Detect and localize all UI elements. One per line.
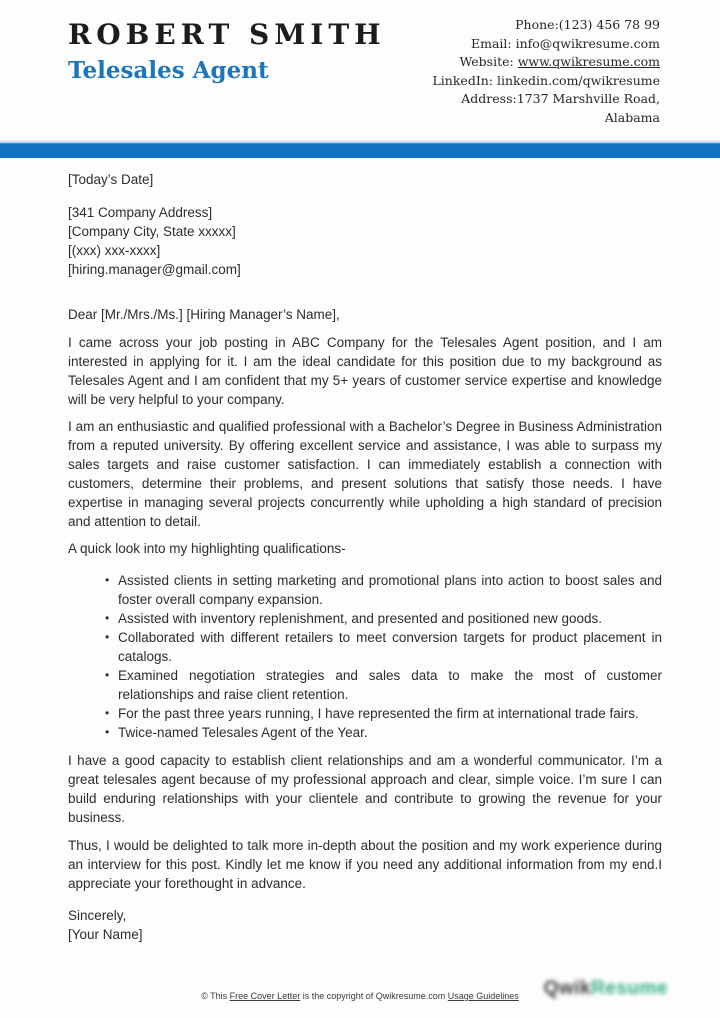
free-cover-letter-link[interactable]: Free Cover Letter <box>229 991 301 1001</box>
contact-website-link[interactable]: www.qwikresume.com <box>517 54 660 69</box>
contact-info-block <box>433 16 661 127</box>
bullet-icon: • <box>105 573 110 587</box>
header-accent-bar <box>0 140 720 158</box>
qualification-item <box>68 571 662 609</box>
signature-placeholder: [Your Name] <box>68 927 143 942</box>
letter-paragraph: I have a good capacity to establish client relationships and am a wonderful communicator. I’m a great telesales agent because of my professional approach and clear, simple voice. I’m sure I can build enduring relationships with your clientele and contribute to growing the revenue for your business. <box>68 753 662 825</box>
bullet-icon: • <box>105 706 110 720</box>
salutation: Dear [Mr./Mrs./Ms.] [Hiring Manager’s Name], <box>68 307 340 322</box>
qualifications-list <box>68 571 662 742</box>
recipient-address-line: [(xxx) xxx-xxxx] <box>68 243 161 258</box>
qwikresume-logo-part1: Qwik <box>543 978 592 999</box>
qualification-item <box>68 723 662 742</box>
applicant-name: ROBERT SMITH <box>68 18 386 51</box>
letter-paragraph: I am an enthusiastic and qualified professional with a Bachelor’s Degree in Business Administration from a reputed university. By offering excellent service and assistance, I was able to surpass my sales targets and raise customer satisfaction. I can immediately establish a connection with customers, determine their problems, and present solutions that satisfy those needs. I have expertise in managing several projects concurrently while upholding a high standard of precision and attention to detail. <box>68 419 662 529</box>
bullet-icon: • <box>105 725 110 739</box>
signoff-block <box>68 906 662 944</box>
contact-phone: Phone:(123) 456 78 99 <box>515 17 660 32</box>
qualification-text: Assisted clients in setting marketing and promotional plans into action to boost sales and foster overall company expansion. <box>118 573 662 607</box>
contact-linkedin: LinkedIn: linkedin.com/qwikresume <box>432 72 660 88</box>
qualifications-intro: A quick look into my highlighting qualifications- <box>68 541 346 556</box>
qwikresume-logo <box>544 978 668 1000</box>
contact-email: Email: info@qwikresume.com <box>470 35 660 51</box>
recipient-address-block <box>68 203 662 279</box>
bullet-icon: • <box>105 668 110 682</box>
date-placeholder: [Today’s Date] <box>68 172 154 187</box>
qualification-text: Collaborated with different retailers to meet conversion targets for product placement in catalogs. <box>118 630 662 664</box>
letter-paragraph: I came across your job posting in ABC Company for the Telesales Agent position, and I am interested in applying for it. I am the ideal candidate for this position due to my background as Telesales Agent and I am confident that my 5+ years of customer service expertise and knowledge will be very helpful to your company. <box>68 335 662 407</box>
qualification-item <box>68 704 662 723</box>
signoff-text: Sincerely, <box>68 908 127 923</box>
contact-website-label: Website: <box>459 54 518 69</box>
qualification-item <box>68 609 662 628</box>
qualification-text: For the past three years running, I have represented the firm at international trade fairs. <box>118 706 639 721</box>
recipient-address-line: [Company City, State xxxxx] <box>68 224 236 239</box>
letter-paragraph: Thus, I would be delighted to talk more in-depth about the position and my work experience during an interview for this post. Kindly let me know if you need any additional information from my end.I appreciate your forethought in advance. <box>68 838 662 891</box>
contact-website <box>433 53 661 72</box>
qualification-item <box>68 628 662 666</box>
footer-copyright-middle: is the copyright of Qwikresume.com <box>300 991 448 1001</box>
usage-guidelines-link[interactable]: Usage Guidelines <box>447 991 519 1001</box>
qualification-text: Examined negotiation strategies and sales data to make the most of customer relationships and raise client retention. <box>118 668 662 702</box>
bullet-icon: • <box>105 611 110 625</box>
recipient-address-line: [341 Company Address] <box>68 205 213 220</box>
letter-body <box>68 170 662 944</box>
contact-address-line2: Alabama <box>604 109 660 125</box>
recipient-address-line: [hiring.manager@gmail.com] <box>68 262 241 277</box>
bullet-icon: • <box>105 630 110 644</box>
qualification-text: Twice-named Telesales Agent of the Year. <box>118 725 368 740</box>
contact-address-line1: Address:1737 Marshville Road, <box>461 91 660 106</box>
footer-copyright-prefix: © This <box>201 991 230 1001</box>
qwikresume-logo-part2: Resume <box>591 978 668 999</box>
qualification-item <box>68 666 662 704</box>
applicant-job-title: Telesales Agent <box>68 57 269 84</box>
qualification-text: Assisted with inventory replenishment, and presented and positioned new goods. <box>118 611 603 626</box>
